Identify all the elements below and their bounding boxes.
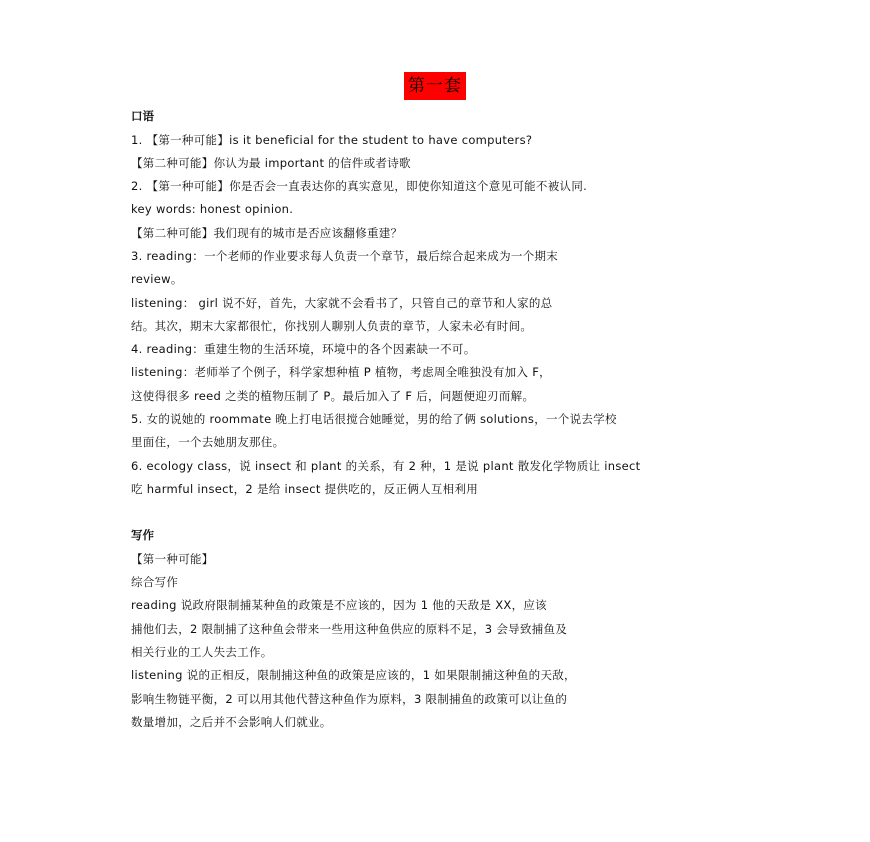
text-line: 2. 【第一种可能】你是否会一直表达你的真实意见，即使你知道这个意见可能不被认同. xyxy=(131,179,588,194)
text-line: 数量增加，之后并不会影响人们就业。 xyxy=(131,714,332,729)
text-line: key words: honest opinion. xyxy=(131,202,294,217)
text-line: 相关行业的工人失去工作。 xyxy=(131,644,273,659)
text-line: 结。其次，期末大家都很忙，你找别人聊别人负责的章节，人家未必有时间。 xyxy=(131,318,533,333)
text-line: listening：老师举了个例子，科学家想种植 P 植物，考虑周全唯独没有加入 F， xyxy=(131,365,551,380)
text-line: review。 xyxy=(131,272,183,287)
text-line: 【第二种可能】你认为最 important 的信件或者诗歌 xyxy=(131,155,411,170)
title-wrapper xyxy=(0,72,870,100)
text-line: 捕他们去，2 限制捕了这种鱼会带来一些用这种鱼供应的原料不足，3 会导致捕鱼及 xyxy=(131,621,568,636)
text-line: listening： girl 说不好，首先，大家就不会看书了，只管自己的章节和人家的总 xyxy=(131,295,553,310)
text-line: 综合写作 xyxy=(131,575,179,590)
text-line: 4. reading：重建生物的生活环境，环境中的各个因素缺一不可。 xyxy=(131,342,476,357)
text-line: 1. 【第一种可能】is it beneficial for the student to have computers? xyxy=(131,132,533,147)
text-line: reading 说政府限制捕某种鱼的政策是不应该的，因为 1 他的天敌是 XX，应该 xyxy=(131,598,547,613)
text-line: listening 说的正相反，限制捕这种鱼的政策是应该的，1 如果限制捕这种鱼的天敌， xyxy=(131,668,576,683)
section-writing xyxy=(131,525,771,735)
document-title: 第一套 xyxy=(404,72,466,100)
section-gap xyxy=(131,502,771,525)
text-line: 里面住，一个去她朋友那住。 xyxy=(131,435,285,450)
text-line: 这使得很多 reed 之类的植物压制了 P。最后加入了 F 后，问题便迎刃而解。 xyxy=(131,388,535,403)
document-body xyxy=(131,106,771,735)
text-line: 【第二种可能】我们现有的城市是否应该翻修重建？ xyxy=(131,225,403,240)
section-heading: 口语 xyxy=(131,109,154,123)
section-speaking xyxy=(131,106,771,502)
section-heading: 写作 xyxy=(131,528,154,543)
text-line: 影响生物链平衡，2 可以用其他代替这种鱼作为原料，3 限制捕鱼的政策可以让鱼的 xyxy=(131,691,568,706)
text-line: 5. 女的说她的 roommate 晚上打电话很搅合她睡觉，男的给了俩 solutions，一个说去学校 xyxy=(131,412,617,427)
text-line: 【第一种可能】 xyxy=(131,551,214,566)
text-line: 吃 harmful insect，2 是给 insect 提供吃的，反正俩人互相利用 xyxy=(131,481,479,496)
text-line: 6. ecology class，说 insect 和 plant 的关系，有 2 种，1 是说 plant 散发化学物质让 insect xyxy=(131,458,641,473)
text-line: 3. reading：一个老师的作业要求每人负责一个章节，最后综合起来成为一个期末 xyxy=(131,248,559,263)
